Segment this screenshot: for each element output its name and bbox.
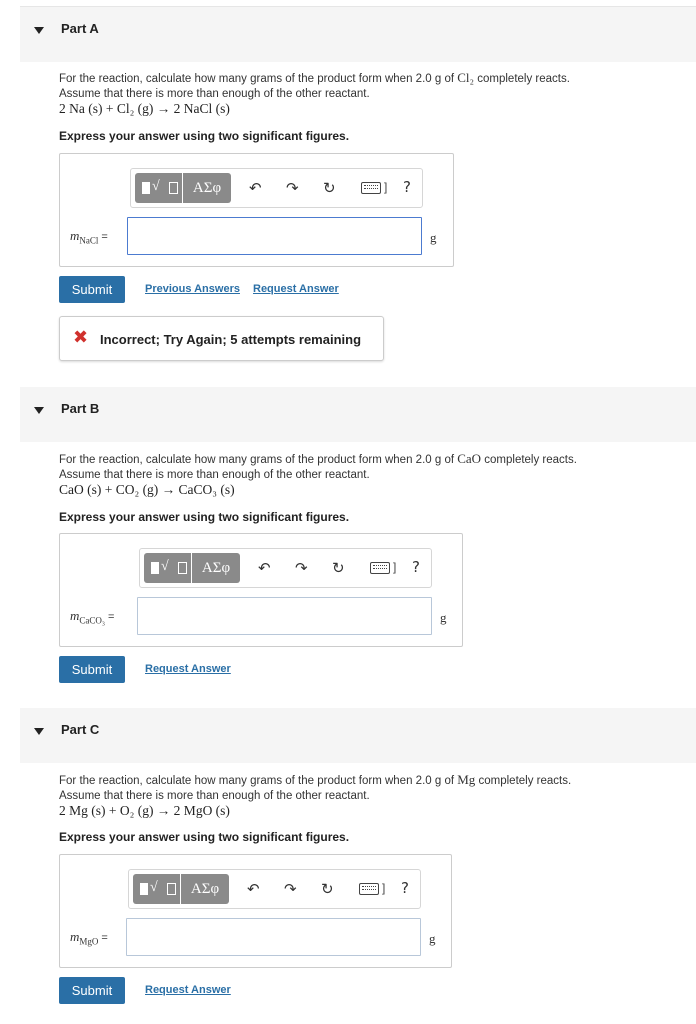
prompt-text: For the reaction, calculate how many grams of the product form when 2.0 g of [59,73,458,85]
part-a-instruction: Express your answer using two significant figures. [59,129,350,143]
greek-symbols-button[interactable]: ΑΣφ [192,553,240,583]
part-b-title: Part B [61,401,100,416]
prompt-text-end: completely reacts. [481,454,577,466]
undo-icon[interactable]: ↶ [258,559,271,577]
collapse-triangle-icon[interactable] [34,407,44,414]
help-button[interactable]: ? [401,879,409,897]
part-a-prompt [59,70,659,102]
templates-button[interactable]: √ [144,553,192,583]
answer-input[interactable] [127,217,422,255]
part-c-prompt [59,772,659,804]
math-toolbar: √ ΑΣφ ↶ ↷ ↻ ] ? [130,168,423,208]
keyboard-icon[interactable] [359,883,379,895]
help-button[interactable]: ? [412,558,420,576]
part-a-title: Part A [61,21,99,36]
part-b-prompt [59,451,659,483]
part-a-header[interactable] [20,7,696,62]
prompt-assumption: Assume that there is more than enough of the other reactant. [59,88,370,100]
redo-icon[interactable]: ↷ [286,179,299,197]
templates-button[interactable]: √ [133,874,181,904]
redo-icon[interactable]: ↷ [284,880,297,898]
part-c-instruction: Express your answer using two significant figures. [59,830,350,844]
math-toolbar: √ ΑΣφ ↶ ↷ ↻ ] ? [128,869,421,909]
part-c-equation: 2 Mg (s) + O₂ (g) → 2 MgO (s) [59,803,230,818]
undo-icon[interactable]: ↶ [247,880,260,898]
answer-variable-label: $m_{MgO}$ = [70,929,108,947]
part-b-instruction: Express your answer using two significant figures. [59,510,350,524]
request-answer-link[interactable]: Request Answer [145,663,231,675]
part-a-equation: 2 Na (s) + Cl₂ (g) → 2 NaCl (s) [59,101,230,116]
incorrect-x-icon: ✖ [73,327,89,348]
part-c-title: Part C [61,722,100,737]
greek-symbols-button[interactable]: ΑΣφ [181,874,229,904]
part-b-header[interactable] [20,387,696,442]
request-answer-link[interactable]: Request Answer [253,283,339,295]
prompt-text: For the reaction, calculate how many grams of the product form when 2.0 g of [59,454,458,466]
prompt-chemical: Mg [457,772,476,787]
help-button[interactable]: ? [403,178,411,196]
part-a-answer-box [59,153,454,267]
answer-input[interactable] [126,918,421,956]
unit-label: g [430,230,437,245]
prompt-chemical: CaO [457,451,482,466]
answer-variable-label: $m_{CaCO_3}$ = [70,608,115,626]
part-c-answer-box [59,854,452,968]
answer-input[interactable] [137,597,432,635]
prompt-text-end: completely reacts. [475,775,572,787]
prompt-text-end: completely reacts. [474,73,570,85]
answer-variable-label: $m_{NaCl}$ = [70,228,108,246]
prompt-assumption: Assume that there is more than enough of the other reactant. [59,469,370,481]
collapse-triangle-icon[interactable] [34,728,44,735]
reset-icon[interactable]: ↻ [323,179,336,197]
unit-label: g [429,931,436,946]
keyboard-icon[interactable] [370,562,390,574]
submit-button[interactable]: Submit [59,977,125,1004]
part-c-header[interactable] [20,708,696,763]
prompt-chemical: Cl₂ [457,70,475,85]
redo-icon[interactable]: ↷ [295,559,308,577]
greek-symbols-button[interactable]: ΑΣφ [183,173,231,203]
part-b-equation: CaO (s) + CO₂ (g) → CaCO₃ (s) [59,482,235,497]
templates-button[interactable]: √ [135,173,183,203]
keyboard-icon[interactable] [361,182,381,194]
feedback-message [59,316,384,361]
unit-label: g [440,610,447,625]
part-b-answer-box [59,533,463,647]
undo-icon[interactable]: ↶ [249,179,262,197]
previous-answers-link[interactable]: Previous Answers [145,283,240,295]
submit-button[interactable]: Submit [59,656,125,683]
request-answer-link[interactable]: Request Answer [145,984,231,996]
collapse-triangle-icon[interactable] [34,27,44,34]
reset-icon[interactable]: ↻ [332,559,345,577]
math-toolbar: √ ΑΣφ ↶ ↷ ↻ ] ? [139,548,432,588]
feedback-text: Incorrect; Try Again; 5 attempts remaining [100,332,362,347]
reset-icon[interactable]: ↻ [321,880,334,898]
prompt-text: For the reaction, calculate how many grams of the product form when 2.0 g of [59,775,458,787]
prompt-assumption: Assume that there is more than enough of the other reactant. [59,790,370,802]
submit-button[interactable]: Submit [59,276,125,303]
